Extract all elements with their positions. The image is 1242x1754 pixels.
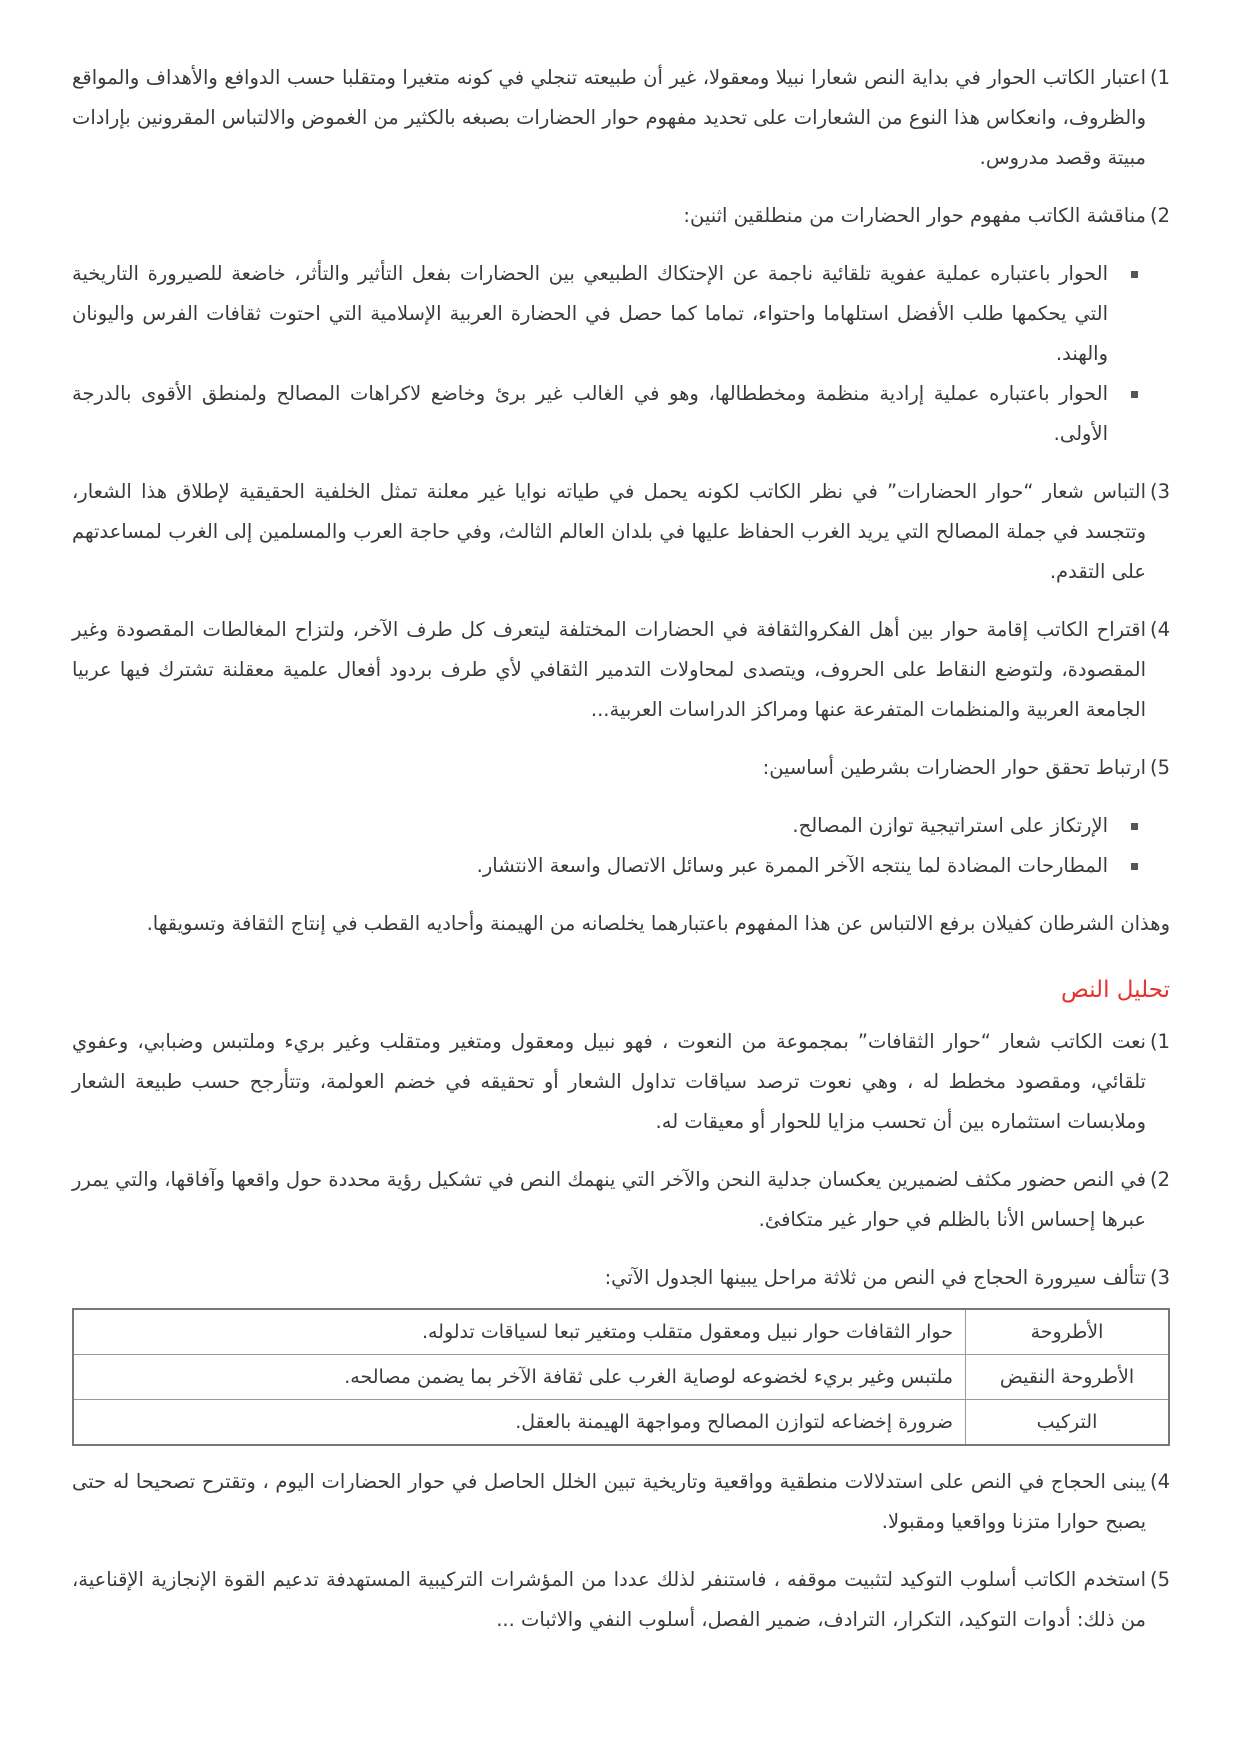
- square-bullet-icon: [1131, 271, 1138, 278]
- paragraph-5: [72, 748, 1170, 788]
- square-bullet-icon: [1131, 863, 1138, 870]
- paragraph-number: 1): [1149, 66, 1170, 89]
- bullet-list-2: [72, 806, 1170, 886]
- table-cell-value: ضرورة إخضاعه لتوازن المصالح ومواجهة الهيمنة بالعقل.: [73, 1400, 966, 1446]
- list-item-text: الإرتكاز على استراتيجية توازن المصالح.: [792, 814, 1108, 837]
- paragraph-text: التباس شعار “حوار الحضارات” في نظر الكاتب لكونه يحمل في طياته نوايا غير معلنة تمثل الخلفية الحقيقية لإطلاق هذا الشعار، وتتجسد في جملة المصالح التي يريد الغرب الحفاظ عليها في بلدان العالم الثالث، وفي حاجة العرب والمسلمين إلى الغرب لمساعدتهم على التقدم.: [72, 480, 1146, 583]
- list-item: [72, 806, 1138, 846]
- paragraph-text: اقتراح الكاتب إقامة حوار بين أهل الفكروالثقافة في الحضارات المختلفة ليتعرف كل طرف الآخر، ولتزاح المغالطات المقصودة وغير المقصودة، ولتوضع النقاط على الحروف، ويتصدى لمحاولات التدمير الثقافي لأي طرف بردود أفعال علمية معقلنة تشترك فيها عربيا الجامعة العربية والمنظمات المتفرعة عنها ومراكز الدراسات العربية...: [72, 618, 1146, 721]
- table-row: [73, 1309, 1169, 1355]
- paragraph-number: 5): [1149, 1568, 1170, 1591]
- paragraph-text: يبنى الحجاج في النص على استدلالات منطقية وواقعية وتاريخية تبين الخلل الحاصل في حوار الحضارات اليوم ، وتقترح تصحيحا له حتى يصبح حوارا متزنا وواقعيا ومقبولا.: [72, 1470, 1146, 1533]
- paragraph-text: مناقشة الكاتب مفهوم حوار الحضارات من منطلقين اثنين:: [683, 204, 1146, 227]
- table-cell-value: ملتبس وغير بريء لخضوعه لوصاية الغرب على ثقافة الآخر بما يضمن مصالحه.: [73, 1355, 966, 1400]
- paragraph-number: 4): [1149, 618, 1170, 641]
- paragraph-text: تتألف سيرورة الحجاج في النص من ثلاثة مراحل يبينها الجدول الآتي:: [604, 1266, 1146, 1289]
- paragraph-4: [72, 610, 1170, 730]
- paragraph-text: نعت الكاتب شعار “حوار الثقافات” بمجموعة من النعوت ، فهو نبيل ومعقول ومتغير ومتقلب وغير بريء وملتبس وضبابي، وعفوي تلقائي، ومقصود مخطط له ، وهي نعوت ترصد سياقات تداول الشعار أو تحقيقه في خضم العولمة، وتتأرجح حسب طبيعة الشعار وملابسات استثماره بين أن تحسب مزايا للحوار أو معيقات له.: [72, 1030, 1146, 1133]
- list-item-text: الحوار باعتباره عملية إرادية منظمة ومخططالها، وهو في الغالب غير برئ وخاضع لاكراهات المصالح ولمنطق الأقوى بالدرجة الأولى.: [72, 382, 1108, 445]
- paragraph-text: في النص حضور مكثف لضميرين يعكسان جدلية النحن والآخر التي ينهمك النص في تشكيل رؤية محددة حول واقعها وآفاقها، والتي يمرر عبرها إحساس الأنا بالظلم في حوار غير متكافئ.: [72, 1168, 1146, 1231]
- paragraph-text: اعتبار الكاتب الحوار في بداية النص شعارا نبيلا ومعقولا، غير أن طبيعته تنجلي في كونه متغيرا ومتقلبا حسب الدوافع والأهداف والمواقع والظروف، وانعكاس هذا النوع من الشعارات على تحديد مفهوم حوار الحضارات بصبغه بالكثير من الغموض والالتباس المقرونين بإرادات مبيتة وقصد مدروس.: [72, 66, 1146, 169]
- square-bullet-icon: [1131, 823, 1138, 830]
- list-item-text: الحوار باعتباره عملية عفوية تلقائية ناجمة عن الإحتكاك الطبيعي بين الحضارات بفعل التأثير والتأثر، خاضعة للصيرورة التاريخية التي يحكمها طلب الأفضل استلهاما واحتواء، تماما كما حصل في الحضارة العربية الإسلامية التي احتوت ثقافات الفرس واليونان والهند.: [72, 262, 1108, 365]
- paragraph-text: استخدم الكاتب أسلوب التوكيد لتثبيت موقفه ، فاستنفر لذلك عددا من المؤشرات التركيبية المستهدفة تدعيم القوة الإنجازية الإقناعية، من ذلك: أدوات التوكيد، التكرار، الترادف، ضمير الفصل، أسلوب النفي والاثبات ...: [72, 1568, 1146, 1631]
- table-cell-label: الأطروحة: [966, 1309, 1170, 1355]
- table-cell-label: الأطروحة النقيض: [966, 1355, 1170, 1400]
- section-title-analysis: تحليل النص: [1060, 977, 1170, 1003]
- paragraph-1: [72, 58, 1170, 178]
- square-bullet-icon: [1131, 391, 1138, 398]
- list-item: [72, 254, 1138, 374]
- list-item-text: المطارحات المضادة لما ينتجه الآخر الممرة عبر وسائل الاتصال واسعة الانتشار.: [476, 854, 1108, 877]
- bullet-list-1: [72, 254, 1170, 454]
- table-cell-label: التركيب: [966, 1400, 1170, 1446]
- paragraph-3: [72, 472, 1170, 592]
- table-row: [73, 1355, 1169, 1400]
- analysis-paragraph-3: [72, 1258, 1170, 1298]
- argument-table: [72, 1308, 1170, 1446]
- analysis-paragraph-2: [72, 1160, 1170, 1240]
- analysis-paragraph-4: [72, 1462, 1170, 1542]
- paragraph-text: ارتباط تحقق حوار الحضارات بشرطين أساسين:: [762, 756, 1146, 779]
- paragraph-2: [72, 196, 1170, 236]
- paragraph-number: 5): [1149, 756, 1170, 779]
- table-cell-value: حوار الثقافات حوار نبيل ومعقول متقلب ومتغير تبعا لسياقات تدلوله.: [73, 1309, 966, 1355]
- analysis-paragraph-5: [72, 1560, 1170, 1640]
- paragraph-6: وهذان الشرطان كفيلان برفع الالتباس عن هذا المفهوم باعتبارهما يخلصانه من الهيمنة وأحاديه القطب في إنتاج الثقافة وتسويقها.: [146, 912, 1170, 935]
- list-item: [72, 846, 1138, 886]
- table-row: [73, 1400, 1169, 1446]
- paragraph-number: 2): [1149, 1168, 1170, 1191]
- paragraph-number: 3): [1149, 1266, 1170, 1289]
- paragraph-number: 2): [1149, 204, 1170, 227]
- analysis-paragraph-1: [72, 1022, 1170, 1142]
- paragraph-number: 3): [1149, 480, 1170, 503]
- paragraph-number: 4): [1149, 1470, 1170, 1493]
- list-item: [72, 374, 1138, 454]
- paragraph-number: 1): [1149, 1030, 1170, 1053]
